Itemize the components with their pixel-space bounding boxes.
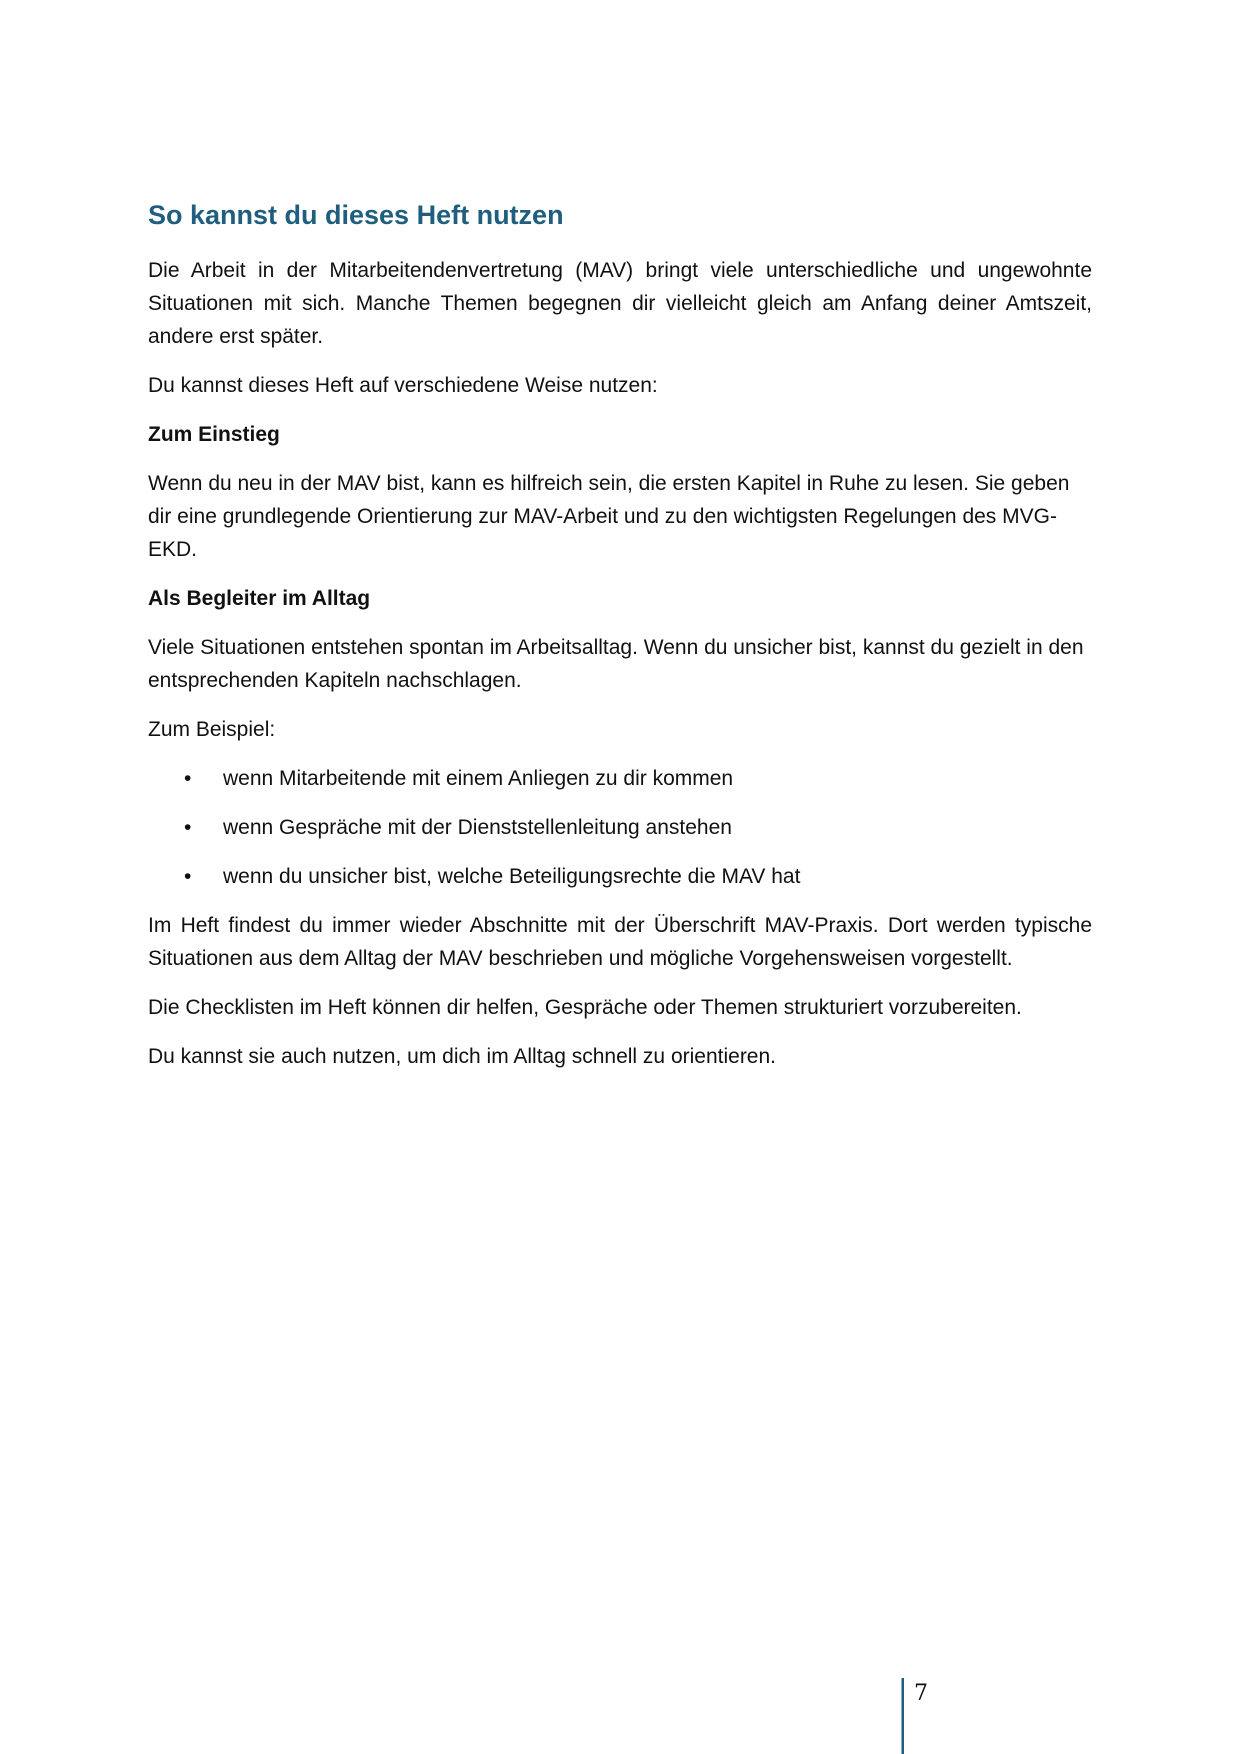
list-item [148,762,1092,795]
page-number: 7 [914,1681,928,1706]
list-item-text: wenn Gespräche mit der Dienststellenleitung anstehen [223,816,732,839]
example-list [148,762,1092,893]
orientation-paragraph: Du kannst sie auch nutzen, um dich im Alltag schnell zu orientieren. [148,1045,777,1068]
list-item [148,860,1092,893]
list-item-text: wenn du unsicher bist, welche Beteiligungsrechte die MAV hat [223,865,801,888]
list-item [148,811,1092,844]
section-heading-einstieg: Zum Einstieg [148,423,280,446]
bullet-icon: • [184,865,192,888]
footer-divider [901,1678,904,1754]
page-content [148,196,1092,1089]
bullet-icon: • [184,816,192,839]
intro-paragraph: Die Arbeit in der Mitarbeitendenvertretung (MAV) bringt viele unterschiedliche und ungewohnte Situationen mit sich. Manche Themen begegnen dir vielleicht gleich am Anfang deiner Amtszeit, andere erst später. [148,259,1092,348]
einstieg-paragraph: Wenn du neu in der MAV bist, kann es hilfreich sein, die ersten Kapitel in Ruhe zu lesen. Sie geben dir eine grundlegende Orientierung zur MAV-Arbeit und zu den wichtigsten Regelungen des MVG-EKD. [148,472,1070,561]
section-heading-alltag: Als Begleiter im Alltag [148,587,371,610]
checklists-paragraph: Die Checklisten im Heft können dir helfen, Gespräche oder Themen strukturiert vorzubereiten. [148,996,1022,1019]
bullet-icon: • [184,767,192,790]
usage-intro-paragraph: Du kannst dieses Heft auf verschiedene Weise nutzen: [148,374,658,397]
list-item-text: wenn Mitarbeitende mit einem Anliegen zu dir kommen [223,767,734,790]
alltag-paragraph: Viele Situationen entstehen spontan im Arbeitsalltag. Wenn du unsicher bist, kannst du gezielt in den entsprechenden Kapiteln nachschlagen. [148,636,1084,692]
mav-praxis-paragraph: Im Heft findest du immer wieder Abschnitte mit der Überschrift MAV-Praxis. Dort werden typische Situationen aus dem Alltag der MAV beschrieben und mögliche Vorgehensweisen vorgestellt. [148,914,1092,970]
page-title: So kannst du dieses Heft nutzen [148,200,564,230]
example-intro: Zum Beispiel: [148,718,276,741]
